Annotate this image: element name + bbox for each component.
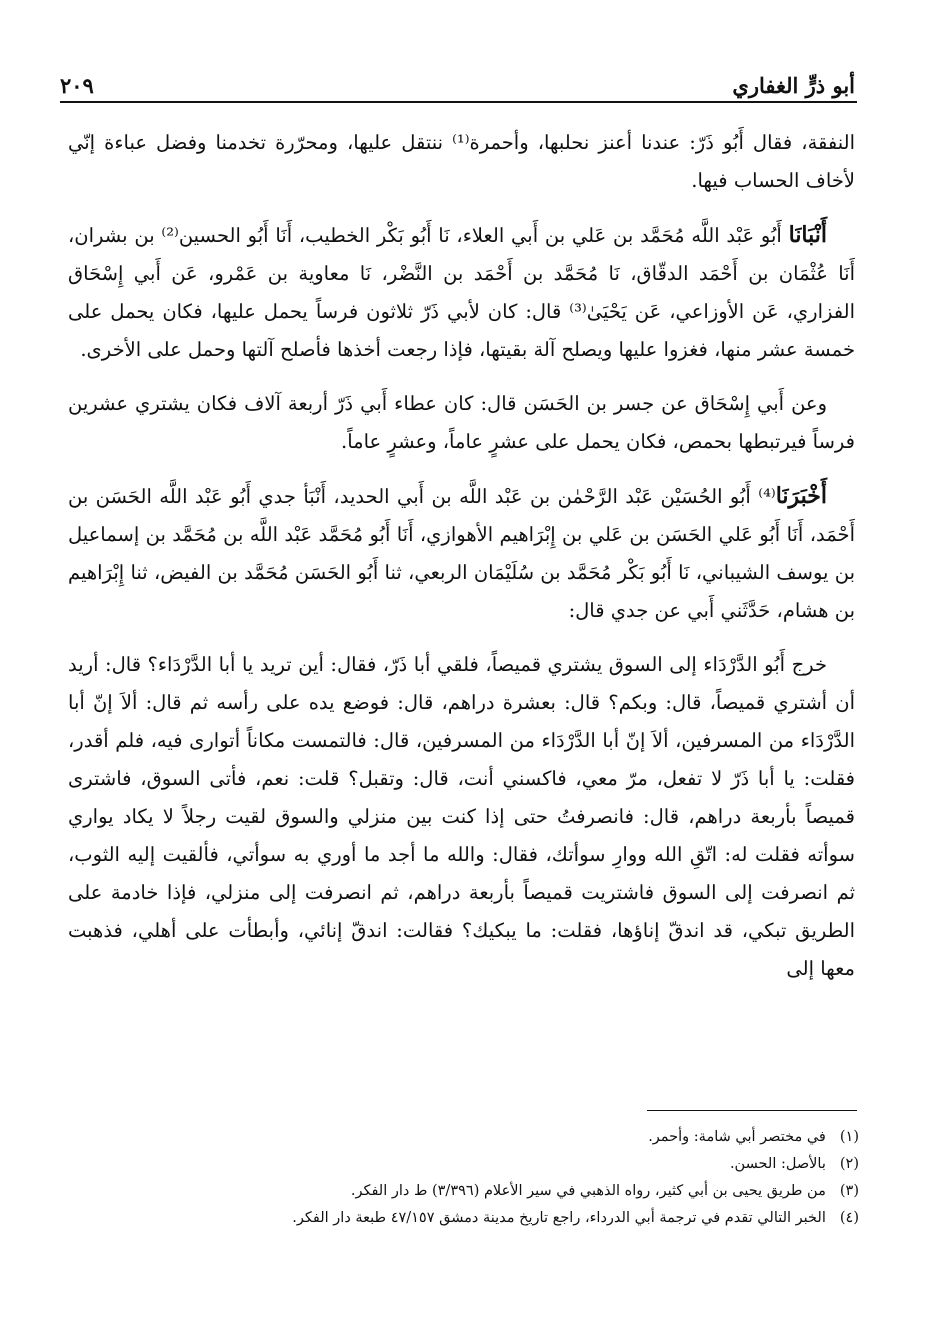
paragraph-text: أَبُو عَبْد اللَّه مُحَمَّد بن عَلي بن أَبي العلاء، نَا أَبُو بَكْر الخطيب، أَنَا أَبُو الحسين⁽²⁾ بن بشران، أَنَا عُثْمَان بن أَحْمَد الدقّاق، نَا مُحَمَّد بن أَحْمَد بن النَّضْر، نَا معاوية بن عَمْرو، عَن أَبي إِسْحَاق الفزاري، عَن الأوزاعي، عَن يَحْيَىٰ⁽³⁾ قال: كان لأبي ذَرّ ثلاثون فرساً يحمل عليها، فكان يحمل على خمسة عشر منها، فغزوا عليها ويصلح آلة بقيتها، فإذا رجعت أخذها فأصلح آلتها وحمل على الأخرى.	[68, 224, 856, 361]
footnotes	[68, 1124, 859, 1232]
page-number: ٢٠٩	[60, 73, 94, 98]
paragraph-text: أَبُو الحُسَيْن عَبْد الرَّحْمٰن بن عَبْد اللَّه بن أَبي الحديد، أَنْبَأ جدي أَبُو عَبْد اللَّه الحَسَن بن أَحْمَد، أَنَا أَبُو عَلي الحَسَن بن عَلي بن إِبْرَاهيم الأهوازي، أَنَا أَبُو مُحَمَّد عَبْد اللَّه بن مُحَمَّد بن إسماعيل بن يوسف الشيباني، نَا أَبُو بَكْر مُحَمَّد بن سُلَيْمَان الربعي، ثنا أَبُو الحَسَن مُحَمَّد بن الفيض، ثنا إِبْرَاهيم بن هشام، حَدَّثَني أَبي عن جدي قال:	[68, 485, 855, 622]
footnote-marker: ⁽⁴⁾	[758, 485, 776, 508]
running-title: أبو ذرٍّ الغفاري	[732, 73, 855, 98]
footnote-number: (٢)	[839, 1156, 859, 1172]
footnote-text: بالأصل: الحسن.	[729, 1156, 826, 1172]
footnote-text: الخبر التالي تقدم في ترجمة أبي الدرداء، راجع تاريخ مدينة دمشق ٤٧/١٥٧ طبعة دار الفكر.	[292, 1210, 826, 1226]
running-header	[60, 58, 855, 98]
paragraph	[68, 216, 855, 369]
paragraph-lead: أَخْبَرَنَا	[775, 483, 828, 509]
footnote	[68, 1124, 859, 1151]
footnote	[68, 1205, 859, 1232]
paragraph	[68, 646, 855, 988]
paragraph	[68, 477, 855, 630]
footnote-number: (١)	[839, 1129, 859, 1145]
paragraph-text: وعن أَبي إِسْحَاق عن جسر بن الحَسَن قال: كان عطاء أَبي ذَرّ أربعة آلاف فكان يشتري عشرين فرساً فيرتبطها بحمص، فكان يحمل على عشرٍ عاماً، وعشرٍ عاماً.	[68, 392, 855, 453]
paragraph-text: خرج أَبُو الدَّرْدَاء إلى السوق يشتري قميصاً، فلقي أبا ذَرّ، فقال: أين تريد يا أبا الدَّرْدَاء؟ قال: أريد أن أشتري قميصاً، قال: وبكم؟ قال: بعشرة دراهم، قال: فوضع يده على رأسه ثم قال: ألاَ إنّ أبا الدَّرْدَاء من المسرفين، ألاَ إنّ أبا الدَّرْدَاء من المسرفين، قال: فالتمست مكاناً أتوارى فيه، فلم أقدر، فقلت: يا أبا ذَرّ لا تفعل، مرّ معي، فاكسني أنت، قال: وتقبل؟ قلت: نعم، فأتى السوق، فاشترى قميصاً بأربعة دراهم، قال: فانصرفتُ حتى إذا كنت بين منزلي والسوق لقيت رجلاً لا يكاد يواري سوأته فقلت له: اتّقِ الله ووارِ سوأتك، فقال: والله ما أجد ما أوري به سوأتي، فألقيت إليه الثوب، ثم انصرفت إلى السوق فاشتريت قميصاً بأربعة دراهم، ثم انصرفت إلى منزلي، فإذا خادمة على الطريق تبكي، قد اندقّ إناؤها، فقلت: ما يبكيك؟ فقالت: اندقّ إنائي، وأبطأت على أهلي، فذهبت معها إلى	[68, 653, 855, 980]
paragraph	[68, 385, 855, 461]
paragraph-text: النفقة، فقال أَبُو ذَرّ: عندنا أعنز نحلبها، وأحمرة⁽¹⁾ ننتقل عليها، ومحرّرة تخدمنا وفضل عباءة إنّي لأخاف الحساب فيها.	[68, 131, 855, 192]
footnote	[68, 1178, 859, 1205]
footnote-text: في مختصر أبي شامة: وأحمر.	[648, 1129, 826, 1145]
footnote-number: (٤)	[839, 1210, 859, 1226]
footnote-text: من طريق يحيى بن أبي كثير، رواه الذهبي في سير الأعلام (٣/٣٩٦) ط دار الفكر.	[350, 1183, 826, 1199]
footnote-number: (٣)	[839, 1183, 859, 1199]
footnote	[68, 1151, 859, 1178]
main-text	[68, 124, 855, 988]
header-rule	[60, 101, 857, 103]
paragraph	[68, 124, 855, 200]
footnote-rule	[647, 1110, 857, 1111]
paragraph-lead: أَنْبَانَا	[788, 222, 828, 248]
